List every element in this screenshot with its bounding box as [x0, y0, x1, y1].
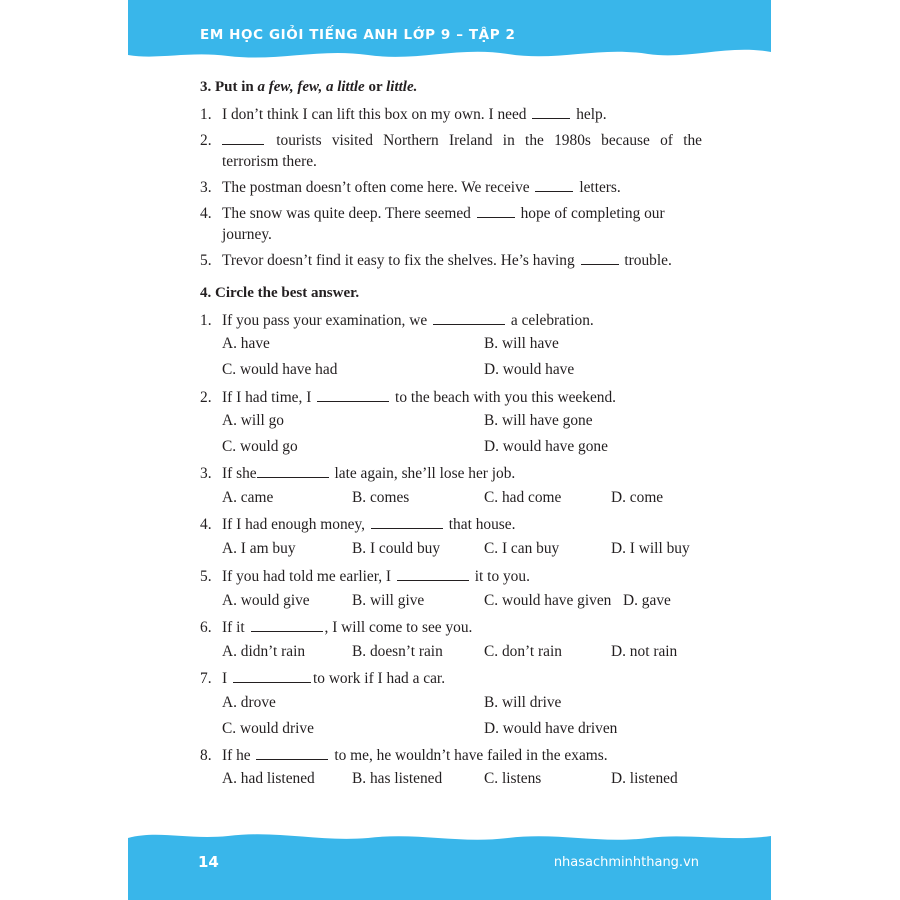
option-d[interactable]: D. would have	[484, 361, 575, 378]
option-d[interactable]: D. I will buy	[611, 540, 690, 557]
answer-blank	[222, 131, 264, 145]
option-b[interactable]: B. I could buy	[352, 540, 441, 557]
option-c[interactable]: C. I can buy	[484, 540, 560, 557]
option-b[interactable]: B. has listened	[352, 770, 443, 787]
answer-blank	[532, 105, 570, 119]
answer-blank	[256, 746, 328, 760]
option-c[interactable]: C. listens	[484, 770, 542, 787]
page-number: 14	[198, 853, 219, 871]
section-3-heading: 3. Put in a few, few, a little or little.	[200, 79, 418, 95]
option-b[interactable]: B. comes	[352, 489, 410, 506]
website-url: nhasachminhthang.vn	[553, 855, 699, 870]
option-c[interactable]: C. don’t rain	[484, 643, 562, 660]
option-d[interactable]: D. come	[611, 489, 664, 506]
option-a[interactable]: A. came	[222, 489, 274, 506]
option-c[interactable]: C. had come	[484, 489, 562, 506]
option-c[interactable]: C. would go	[222, 438, 298, 455]
answer-blank	[233, 669, 311, 683]
option-d[interactable]: D. would have driven	[484, 720, 618, 737]
book-title-header: EM HỌC GIỎI TIẾNG ANH LỚP 9 – TẬP 2	[200, 27, 516, 43]
answer-blank	[397, 567, 469, 581]
option-a[interactable]: A. drove	[222, 694, 276, 711]
option-b[interactable]: B. will have gone	[484, 412, 593, 429]
option-d[interactable]: D. gave	[623, 592, 671, 609]
option-a[interactable]: A. would give	[222, 592, 310, 609]
option-a[interactable]: A. didn’t rain	[222, 643, 306, 660]
option-a[interactable]: A. had listened	[222, 770, 315, 787]
answer-blank	[433, 311, 505, 325]
option-c[interactable]: C. would drive	[222, 720, 314, 737]
option-d[interactable]: D. not rain	[611, 643, 678, 660]
answer-blank	[251, 618, 323, 632]
option-b[interactable]: B. doesn’t rain	[352, 643, 443, 660]
option-b[interactable]: B. will drive	[484, 694, 562, 711]
answer-blank	[317, 388, 389, 402]
answer-blank	[535, 178, 573, 192]
answer-blank	[371, 515, 443, 529]
option-a[interactable]: A. I am buy	[222, 540, 296, 557]
option-a[interactable]: A. have	[222, 335, 270, 352]
option-d[interactable]: D. would have gone	[484, 438, 608, 455]
option-a[interactable]: A. will go	[222, 412, 284, 429]
answer-blank	[581, 251, 619, 265]
option-c[interactable]: C. would have given	[484, 592, 612, 609]
answer-blank	[477, 204, 515, 218]
option-b[interactable]: B. will have	[484, 335, 559, 352]
answer-blank	[257, 464, 329, 478]
option-c[interactable]: C. would have had	[222, 361, 338, 378]
section-4-heading: 4. Circle the best answer.	[200, 285, 360, 301]
option-b[interactable]: B. will give	[352, 592, 425, 609]
option-d[interactable]: D. listened	[611, 770, 678, 787]
